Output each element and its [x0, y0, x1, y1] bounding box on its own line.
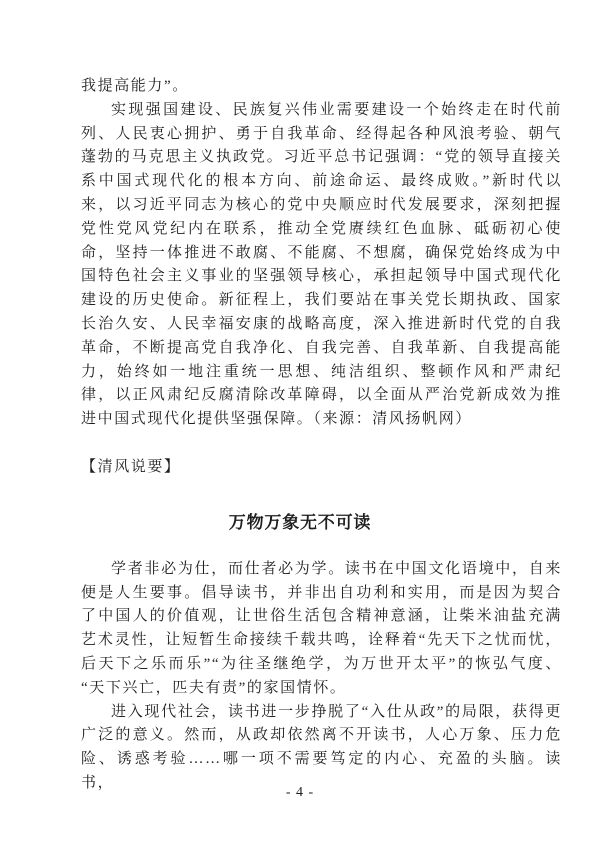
page-number: - 4 -	[285, 785, 315, 800]
article-title: 万物万象无不可读	[228, 512, 372, 532]
paragraph-reading-modern-society: 进入现代社会，读书进一步挣脱了“入仕从政”的局限，获得更广泛的意义。然而，从政却依然离不开读书，人心万象、压力危险、诱惑考验……哪一项不需要笃定的内心、充盈的头脑。读书，	[81, 703, 562, 791]
section-label: 【清风说要】	[81, 458, 181, 475]
paragraph-party-self-revolution: 实现强国建设、民族复兴伟业需要建设一个始终走在时代前列、人民衷心拥护、勇于自我革命、经得起各种风浪考验、朝气蓬勃的马克思主义执政党。习近平总书记强调：“党的领导直接关系中国式现代化的根本方向、前途命运、最终成败。”新时代以来，以习近平同志为核心的党中央顺应时代发展要求，深刻把握党性党风党纪内在联系，推动全党赓续红色血脉、砥砺初心使命，坚持一体推进不敢腐、不能腐、不想腐，确保党始终成为中国特色社会主义事业的坚强领导核心，承担起领导中国式现代化建设的历史使命。新征程上，我们要站在事关党长期执政、国家长治久安、人民幸福安康的战略高度，深入推进新时代党的自我革命，不断提高党自我净化、自我完善、自我革新、自我提高能力，始终如一地注重统一思想、纯洁组织、整顿作风和严肃纪律，以正风肃纪反腐清除改革障碍，以全面从严治党新成效为推进中国式现代化提供坚强保障。（来源：清风扬帆网）	[81, 101, 562, 428]
paragraph-carryover: 我提高能力”。	[81, 78, 189, 94]
paragraph-reading-tradition: 学者非必为仕，而仕者必为学。读书在中国文化语境中，自来便是人生要事。倡导读书，并非出自功利和实用，而是因为契合了中国人的价值观，让世俗生活包含精神意涵，让柴米油盐充满艺术灵性，让短暂生命接续千载共鸣，诠释着“先天下之忧而忧，后天下之乐而乐”“为往圣继绝学，为万世开太平”的恢弘气度、“天下兴亡，匹夫有责”的家国情怀。	[81, 560, 562, 696]
document-body	[81, 75, 562, 796]
